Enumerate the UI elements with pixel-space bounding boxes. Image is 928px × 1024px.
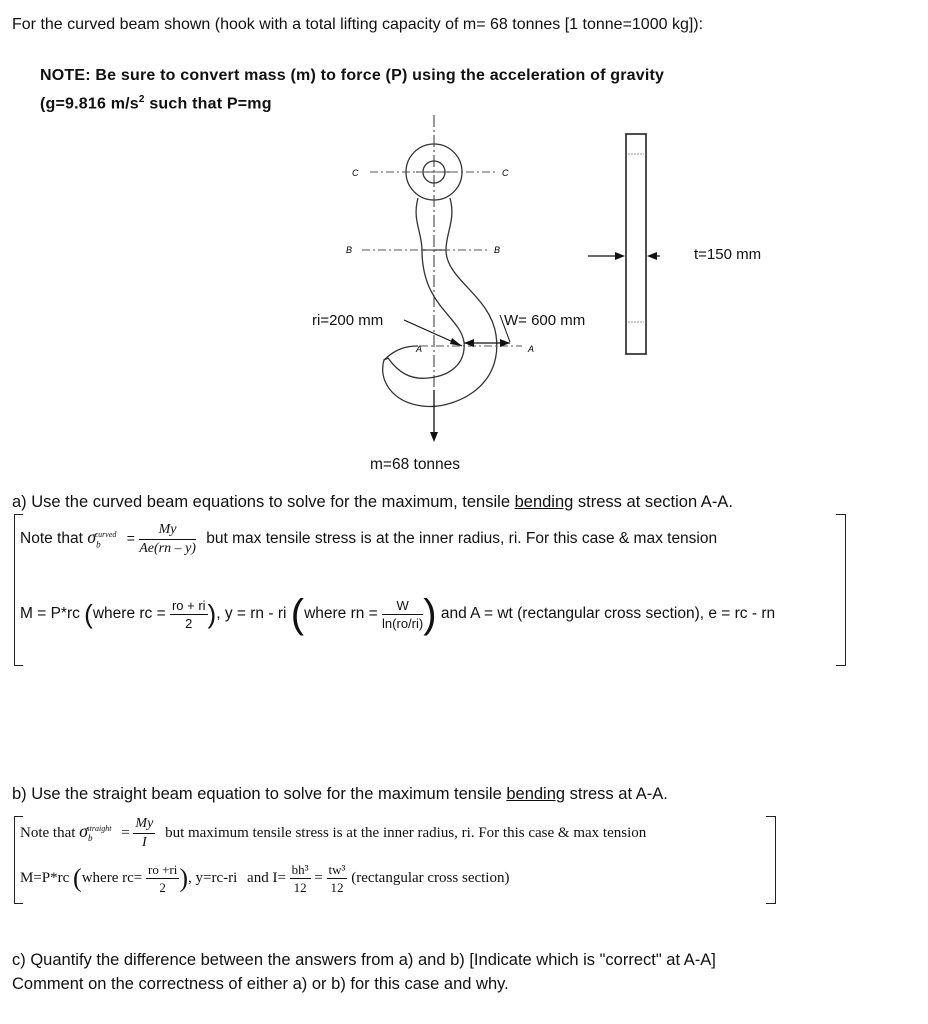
- section-b-left: B: [346, 245, 353, 255]
- moment-equation: M = P*rc: [20, 605, 80, 623]
- section-a-left: A: [416, 344, 423, 354]
- part-c-question: [12, 948, 716, 996]
- m-label: m=68 tonnes: [370, 456, 461, 473]
- t-label: t=150 mm: [694, 246, 762, 263]
- part-b-question: b) Use the straight beam equation to solve for the maximum tensile bending stress at A-A.: [12, 785, 668, 803]
- section-b-right: B: [494, 245, 501, 255]
- w-label: W= 600 mm: [504, 312, 586, 329]
- part-a-equations: M = P*rc (where rc = $\frac{ro + ri}{2}$ ), y = rn - ri (where rn = $\frac{W}{\ln(ro/ri)}$ ) and A = wt (rectangular cross section), e = rc - rn: [20, 592, 776, 636]
- part-c-line-1: c) Quantify the difference between the answers from a) and b) [Indicate which is "correct" at A-A]: [12, 951, 716, 969]
- section-a-right: A: [528, 344, 535, 354]
- part-a-question: a) Use the curved beam equations to solve for the maximum, tensile bending stress at section A-A.: [12, 493, 733, 511]
- note-line-1: NOTE: Be sure to convert mass (m) to force (P) using the acceleration of gravity: [40, 67, 665, 84]
- part-b-equations: M=P*rc (where rc= $\frac{ro +ri}{2}$ ), y=rc-ri and I= $\frac{\text{bh³}}{12}$ = $\frac{\text{tw³}}{12}$ (rectangular cross section): [20, 862, 510, 896]
- part-c-line-2: Comment on the correctness of either a) or b) for this case and why.: [12, 975, 509, 993]
- side-view: [626, 134, 646, 354]
- section-c-left: C: [352, 168, 359, 178]
- hook-figure: [300, 110, 660, 455]
- note-block: [40, 64, 664, 116]
- intro-text: For the curved beam shown (hook with a total lifting capacity of m= 68 tonnes [1 tonne=1000 kg]):: [12, 16, 704, 33]
- hook-body: [383, 250, 497, 406]
- note-line-2: (g=9.816 $m/s^2$ such that P=mg: [40, 94, 272, 113]
- ri-label: ri=200 mm: [312, 312, 384, 329]
- part-b-note: Note that $\sigma_b^{straight}$ = $\frac{My}{I}$ but maximum tensile stress is at the inner radius, ri. For this case & max tension: [20, 816, 647, 851]
- section-c-right: C: [502, 168, 509, 178]
- part-a-note: Note that $\sigma_b^{curved}$ = $\frac{My}{Ae(rn - y)}$ but max tensile stress is at the inner radius, ri. For this case & max tension: [20, 521, 718, 556]
